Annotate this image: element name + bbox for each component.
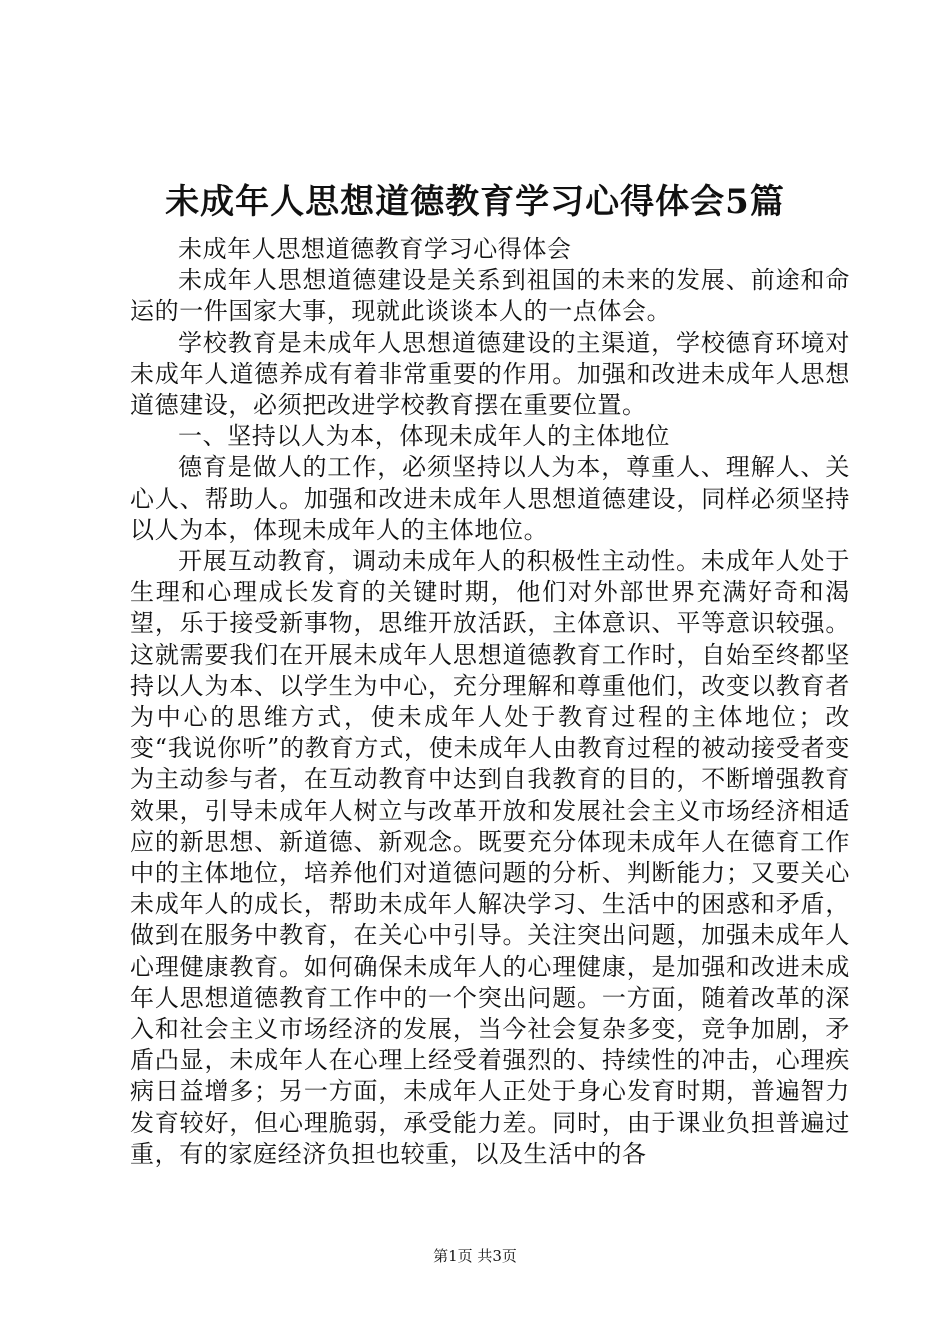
paragraph: 未成年人思想道德建设是关系到祖国的未来的发展、前途和命运的一件国家大事，现就此谈谈本人的一点体会。 xyxy=(130,266,850,326)
section-heading: 一、坚持以人为本，体现未成年人的主体地位 xyxy=(178,422,670,451)
paragraph: 德育是做人的工作，必须坚持以人为本，尊重人、理解人、关心人、帮助人。加强和改进未成年人思想道德建设，同样必须坚持以人为本，体现未成年人的主体地位。 xyxy=(130,453,850,544)
page-footer: 第1页 共3页 xyxy=(433,1247,517,1265)
paragraph-subtitle: 未成年人思想道德教育学习心得体会 xyxy=(178,235,572,263)
document-title: 未成年人思想道德教育学习心得体会5篇 xyxy=(165,182,785,222)
paragraph: 学校教育是未成年人思想道德建设的主渠道，学校德育环境对未成年人道德养成有着非常重要的作用。加强和改进未成年人思想道德建设，必须把改进学校教育摆在重要位置。 xyxy=(130,328,850,420)
paragraph: 开展互动教育，调动未成年人的积极性主动性。未成年人处于生理和心理成长发育的关键时期，他们对外部世界充满好奇和渴望，乐于接受新事物，思维开放活跃，主体意识、平等意识较强。这就需要我们在开展未成年人思想道德教育工作时，自始至终都坚持以人为本、以学生为中心，充分理解和尊重他们，改变以教育者为中心的思维方式，使未成年人处于教育过程的主体地位；改变“我说你听”的教育方式，使未成年人由教育过程的被动接受者变为主动参与者，在互动教育中达到自我教育的目的，不断增强教育效果，引导未成年人树立与改革开放和发展社会主义市场经济相适应的新思想、新道德、新观念。既要充分体现未成年人在德育工作中的主体地位，培养他们对道德问题的分析、判断能力；又要关心未成年人的成长，帮助未成年人解决学习、生活中的困惑和矛盾，做到在服务中教育，在关心中引导。关注突出问题，加强未成年人心理健康教育。如何确保未成年人的心理健康，是加强和改进未成年人思想道德教育工作中的一个突出问题。一方面，随着改革的深入和社会主义市场经济的发展，当今社会复杂多变，竞争加剧，矛盾凸显，未成年人在心理上经受着强烈的、持续性的冲击，心理疾病日益增多；另一方面，未成年人正处于身心发育时期，普遍智力发育较好，但心理脆弱，承受能力差。同时，由于课业负担普遍过重，有的家庭经济负担也较重，以及生活中的各 xyxy=(130,547,850,1168)
document-body xyxy=(130,234,850,1170)
